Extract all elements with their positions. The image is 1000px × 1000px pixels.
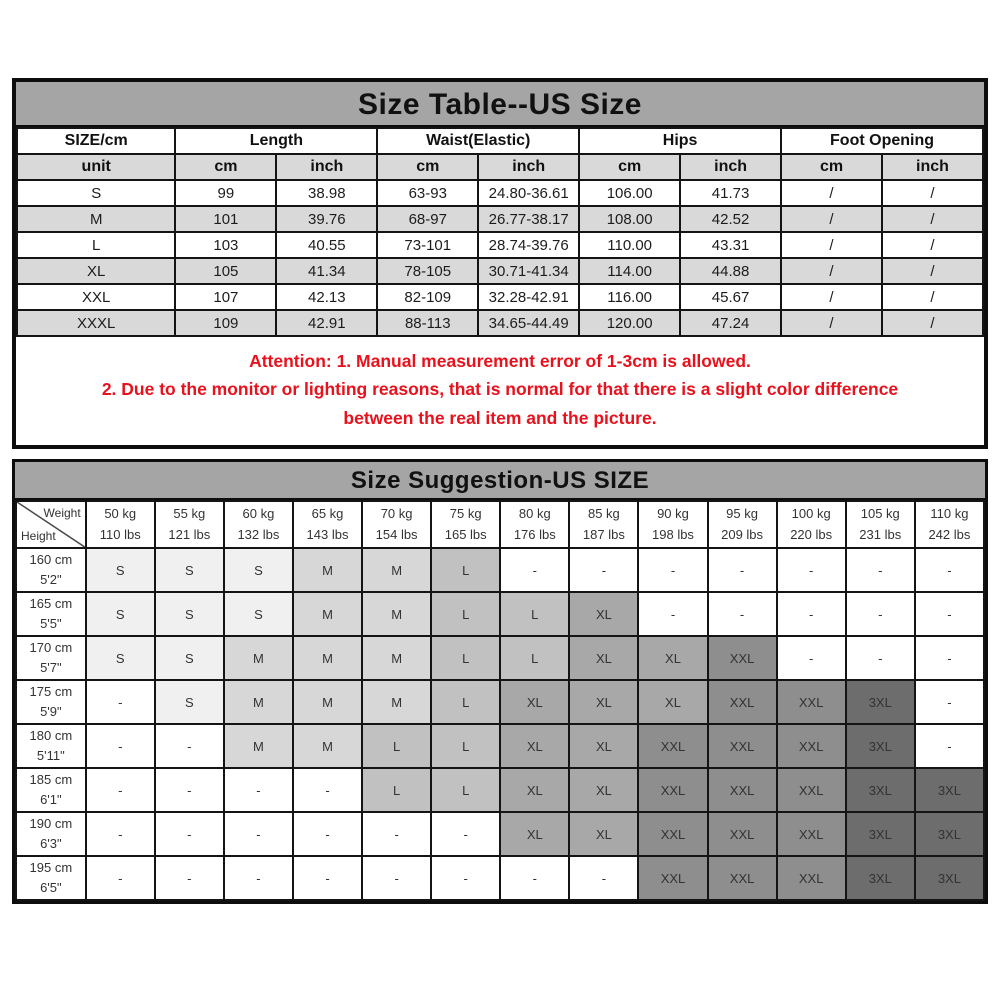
size-suggestion-cell: - [293, 812, 362, 856]
weight-kg-label: 65 kg [311, 506, 344, 522]
measurement-cell: 41.34 [276, 258, 377, 284]
size-suggestion-cell: XXL [638, 856, 707, 900]
height-ft-label: 5'2" [40, 572, 62, 588]
size-table-row [17, 310, 983, 336]
size-suggestion-cell: - [362, 812, 431, 856]
measurement-cell: 116.00 [579, 284, 680, 310]
weight-lbs-label: 187 lbs [582, 526, 625, 542]
measurement-cell: 39.76 [276, 206, 377, 232]
height-label-cell [16, 856, 86, 900]
size-suggestion-cell: XL [569, 724, 638, 768]
suggestion-table-head [16, 501, 984, 548]
unit-header-cell: cm [175, 154, 276, 180]
measure-group-header: Waist(Elastic) [377, 128, 579, 154]
size-chart-page [12, 0, 988, 904]
size-table [16, 127, 984, 337]
size-table-row [17, 180, 983, 206]
size-suggestion-cell: L [362, 768, 431, 812]
size-suggestion-cell: M [293, 548, 362, 592]
measurement-cell: / [781, 232, 882, 258]
measure-group-header: Hips [579, 128, 781, 154]
size-table-body [17, 180, 983, 336]
size-suggestion-cell: S [86, 592, 155, 636]
measurement-cell: 24.80-36.61 [478, 180, 579, 206]
suggestion-row [16, 680, 984, 724]
suggestion-row [16, 592, 984, 636]
measurement-cell: 103 [175, 232, 276, 258]
size-suggestion-cell: XL [638, 636, 707, 680]
size-suggestion-cell: 3XL [846, 724, 915, 768]
weight-kg-label: 100 kg [791, 506, 831, 522]
weight-kg-label: 85 kg [587, 506, 620, 522]
size-suggestion-cell: - [86, 680, 155, 724]
size-suggestion-section [12, 459, 988, 904]
measurement-cell: / [781, 310, 882, 336]
measurement-cell: 110.00 [579, 232, 680, 258]
weight-header-cell [86, 501, 155, 548]
height-label-cell [16, 680, 86, 724]
measurement-cell: 73-101 [377, 232, 478, 258]
weight-lbs-label: 231 lbs [859, 526, 902, 542]
size-suggestion-cell: XXL [777, 812, 846, 856]
measurement-cell: 88-113 [377, 310, 478, 336]
measurement-cell: 43.31 [680, 232, 781, 258]
measurement-cell: 120.00 [579, 310, 680, 336]
weight-header-cell [638, 501, 707, 548]
size-suggestion-cell: M [362, 680, 431, 724]
attention-line: 2. Due to the monitor or lighting reasons, that is normal for that there is a slight color difference [101, 379, 899, 400]
weight-header-cell [224, 501, 293, 548]
weight-header-cell [777, 501, 846, 548]
height-cm-label: 165 cm [29, 595, 73, 611]
corner-weight-label: Weight [43, 506, 81, 521]
size-suggestion-cell: - [86, 812, 155, 856]
height-cm-label: 185 cm [29, 771, 73, 787]
size-suggestion-cell: XXL [708, 812, 777, 856]
suggestion-header-row [16, 501, 984, 548]
measure-group-header: Length [175, 128, 377, 154]
measurement-cell: 105 [175, 258, 276, 284]
size-suggestion-cell: XL [569, 636, 638, 680]
height-ft-label: 5'7" [40, 660, 62, 676]
unit-label-cell: unit [17, 154, 175, 180]
measurement-cell: / [882, 206, 983, 232]
weight-lbs-label: 165 lbs [444, 526, 487, 542]
size-suggestion-cell: 3XL [846, 856, 915, 900]
size-suggestion-cell: - [431, 812, 500, 856]
size-suggestion-cell: L [500, 636, 569, 680]
size-suggestion-cell: M [224, 636, 293, 680]
size-suggestion-cell: - [915, 636, 984, 680]
measurement-cell: 38.98 [276, 180, 377, 206]
weight-lbs-label: 209 lbs [721, 526, 764, 542]
size-suggestion-cell: - [155, 724, 224, 768]
size-label-cell: XXL [17, 284, 175, 310]
height-cm-label: 190 cm [29, 815, 73, 831]
size-suggestion-cell: 3XL [915, 768, 984, 812]
size-suggestion-cell: - [224, 856, 293, 900]
measurement-cell: 30.71-41.34 [478, 258, 579, 284]
measurement-cell: 99 [175, 180, 276, 206]
weight-header-cell [846, 501, 915, 548]
weight-header-cell [708, 501, 777, 548]
size-suggestion-title: Size Suggestion-US SIZE [15, 462, 985, 500]
size-suggestion-cell: - [846, 592, 915, 636]
measurement-cell: / [781, 284, 882, 310]
measurement-cell: / [781, 206, 882, 232]
weight-lbs-label: 143 lbs [306, 526, 349, 542]
weight-lbs-label: 176 lbs [513, 526, 556, 542]
size-suggestion-cell: XXL [777, 856, 846, 900]
unit-header-cell: inch [882, 154, 983, 180]
weight-lbs-label: 242 lbs [928, 526, 971, 542]
height-label-cell [16, 768, 86, 812]
weight-kg-label: 80 kg [518, 506, 551, 522]
measurement-cell: 78-105 [377, 258, 478, 284]
height-cm-label: 160 cm [29, 551, 73, 567]
height-label-cell [16, 592, 86, 636]
size-suggestion-cell: M [293, 636, 362, 680]
unit-header-cell: cm [579, 154, 680, 180]
size-suggestion-cell: XXL [708, 636, 777, 680]
size-suggestion-cell: - [569, 548, 638, 592]
weight-kg-label: 110 kg [930, 506, 969, 522]
measurement-cell: 28.74-39.76 [478, 232, 579, 258]
size-suggestion-cell: - [915, 548, 984, 592]
weight-lbs-label: 132 lbs [237, 526, 280, 542]
size-table-row [17, 206, 983, 232]
height-ft-label: 5'5" [40, 616, 62, 632]
size-suggestion-cell: - [708, 592, 777, 636]
size-suggestion-cell: - [638, 592, 707, 636]
weight-kg-label: 95 kg [726, 506, 758, 522]
size-suggestion-cell: - [915, 724, 984, 768]
size-suggestion-cell: M [224, 680, 293, 724]
measurement-cell: 42.91 [276, 310, 377, 336]
measurement-cell: 63-93 [377, 180, 478, 206]
measurement-cell: 47.24 [680, 310, 781, 336]
size-suggestion-cell: S [155, 592, 224, 636]
size-suggestion-cell: - [362, 856, 431, 900]
size-suggestion-cell: XL [569, 592, 638, 636]
weight-kg-label: 105 kg [860, 506, 900, 522]
measurement-cell: / [781, 258, 882, 284]
size-suggestion-cell: 3XL [915, 856, 984, 900]
size-suggestion-cell: 3XL [846, 680, 915, 724]
suggestion-row [16, 856, 984, 900]
measurement-cell: / [882, 284, 983, 310]
size-suggestion-cell: - [224, 768, 293, 812]
height-label-cell [16, 636, 86, 680]
size-suggestion-cell: L [431, 680, 500, 724]
size-suggestion-cell: - [708, 548, 777, 592]
measurement-cell: 101 [175, 206, 276, 232]
size-suggestion-cell: XL [569, 768, 638, 812]
unit-header-cell: inch [478, 154, 579, 180]
size-suggestion-cell: - [86, 768, 155, 812]
weight-lbs-label: 121 lbs [168, 526, 211, 542]
size-suggestion-cell: XXL [708, 724, 777, 768]
size-suggestion-cell: - [500, 548, 569, 592]
size-suggestion-cell: XXL [638, 768, 707, 812]
size-suggestion-cell: XL [500, 812, 569, 856]
size-suggestion-cell: L [431, 548, 500, 592]
size-suggestion-cell: 3XL [846, 768, 915, 812]
size-suggestion-cell: L [431, 768, 500, 812]
size-suggestion-cell: S [155, 636, 224, 680]
size-suggestion-cell: L [431, 592, 500, 636]
measurement-cell: 108.00 [579, 206, 680, 232]
suggestion-row [16, 768, 984, 812]
size-table-title: Size Table--US Size [16, 82, 984, 127]
size-suggestion-cell: - [155, 768, 224, 812]
size-suggestion-cell: - [86, 856, 155, 900]
measurement-cell: 42.13 [276, 284, 377, 310]
size-suggestion-cell: - [846, 548, 915, 592]
measurement-cell: / [882, 232, 983, 258]
measurement-cell: 114.00 [579, 258, 680, 284]
height-ft-label: 6'5" [40, 880, 62, 896]
unit-header-cell: inch [276, 154, 377, 180]
size-suggestion-cell: - [777, 592, 846, 636]
measurement-cell: / [781, 180, 882, 206]
size-table-head [17, 128, 983, 180]
weight-header-cell [362, 501, 431, 548]
size-suggestion-cell: XXL [708, 680, 777, 724]
measurement-cell: 109 [175, 310, 276, 336]
size-suggestion-cell: M [362, 636, 431, 680]
size-suggestion-cell: XXL [708, 856, 777, 900]
height-ft-label: 5'11" [36, 748, 65, 764]
size-table-row [17, 232, 983, 258]
unit-header-cell: cm [377, 154, 478, 180]
size-suggestion-cell: - [293, 856, 362, 900]
suggestion-row [16, 724, 984, 768]
measurement-cell: 41.73 [680, 180, 781, 206]
attention-note [16, 337, 984, 445]
height-cm-label: 175 cm [29, 683, 73, 699]
size-suggestion-cell: - [86, 724, 155, 768]
measure-group-header: Foot Opening [781, 128, 983, 154]
weight-header-cell [500, 501, 569, 548]
weight-lbs-label: 110 lbs [99, 526, 141, 542]
size-suggestion-cell: XL [638, 680, 707, 724]
size-suggestion-cell: - [500, 856, 569, 900]
weight-kg-label: 75 kg [449, 506, 482, 522]
weight-kg-label: 55 kg [173, 506, 206, 522]
size-suggestion-cell: XL [500, 680, 569, 724]
size-label-cell: L [17, 232, 175, 258]
measurement-cell: 106.00 [579, 180, 680, 206]
size-suggestion-cell: L [500, 592, 569, 636]
height-ft-label: 5'9" [40, 704, 62, 720]
size-label-cell: S [17, 180, 175, 206]
size-suggestion-cell: M [362, 592, 431, 636]
height-ft-label: 6'3" [40, 836, 62, 852]
size-suggestion-cell: 3XL [846, 812, 915, 856]
size-suggestion-cell: L [362, 724, 431, 768]
size-suggestion-cell: - [846, 636, 915, 680]
unit-header-cell: inch [680, 154, 781, 180]
weight-header-cell [155, 501, 224, 548]
measurement-cell: 45.67 [680, 284, 781, 310]
weight-lbs-label: 220 lbs [790, 526, 833, 542]
height-label-cell [16, 548, 86, 592]
size-suggestion-cell: XL [500, 768, 569, 812]
size-suggestion-cell: - [777, 548, 846, 592]
height-cm-label: 195 cm [29, 859, 73, 875]
corner-height-label: Height [21, 529, 56, 544]
suggestion-row [16, 548, 984, 592]
weight-header-cell [915, 501, 984, 548]
measurement-cell: 44.88 [680, 258, 781, 284]
attention-line: between the real item and the picture. [343, 407, 657, 428]
measurement-cell: 26.77-38.17 [478, 206, 579, 232]
size-suggestion-cell: XXL [777, 768, 846, 812]
suggestion-table-body [16, 548, 984, 900]
size-table-section [12, 78, 988, 449]
size-suggestion-cell: XXL [777, 724, 846, 768]
weight-kg-label: 60 kg [242, 506, 275, 522]
measurement-cell: 34.65-44.49 [478, 310, 579, 336]
measurement-cell: 40.55 [276, 232, 377, 258]
size-suggestion-cell: M [293, 724, 362, 768]
size-suggestion-cell: S [86, 636, 155, 680]
size-suggestion-cell: L [431, 636, 500, 680]
size-suggestion-cell: - [638, 548, 707, 592]
size-table-group-row [17, 128, 983, 154]
size-suggestion-cell: XXL [777, 680, 846, 724]
measurement-cell: / [882, 310, 983, 336]
size-suggestion-cell: - [915, 680, 984, 724]
size-suggestion-cell: S [155, 680, 224, 724]
suggestion-row [16, 636, 984, 680]
measurement-cell: / [882, 258, 983, 284]
weight-kg-label: 50 kg [104, 506, 137, 522]
size-suggestion-cell: XXL [638, 724, 707, 768]
size-label-cell: M [17, 206, 175, 232]
size-suggestion-cell: S [155, 548, 224, 592]
size-suggestion-cell: XL [500, 724, 569, 768]
measurement-cell: 32.28-42.91 [478, 284, 579, 310]
size-suggestion-cell: - [915, 592, 984, 636]
size-suggestion-cell: - [155, 812, 224, 856]
size-table-unit-row [17, 154, 983, 180]
measurement-cell: 82-109 [377, 284, 478, 310]
size-suggestion-cell: XXL [708, 768, 777, 812]
size-suggestion-cell: S [86, 548, 155, 592]
weight-header-cell [293, 501, 362, 548]
suggestion-row [16, 812, 984, 856]
weight-kg-label: 90 kg [657, 506, 689, 522]
size-suggestion-cell: S [224, 592, 293, 636]
size-suggestion-cell: 3XL [915, 812, 984, 856]
unit-header-cell: cm [781, 154, 882, 180]
size-suggestion-cell: - [569, 856, 638, 900]
size-suggestion-cell: L [431, 724, 500, 768]
suggestion-table [15, 500, 985, 901]
height-label-cell [16, 812, 86, 856]
size-suggestion-cell: S [224, 548, 293, 592]
size-label-cell: XXXL [17, 310, 175, 336]
size-suggestion-cell: XL [569, 812, 638, 856]
measurement-cell: / [882, 180, 983, 206]
measurement-cell: 68-97 [377, 206, 478, 232]
size-suggestion-cell: - [293, 768, 362, 812]
weight-header-cell [431, 501, 500, 548]
size-suggestion-cell: M [293, 592, 362, 636]
size-suggestion-cell: M [362, 548, 431, 592]
size-suggestion-cell: XL [569, 680, 638, 724]
size-suggestion-cell: - [777, 636, 846, 680]
size-suggestion-cell: - [155, 856, 224, 900]
size-table-row [17, 284, 983, 310]
measurement-cell: 42.52 [680, 206, 781, 232]
height-ft-label: 6'1" [40, 792, 62, 808]
attention-line: Attention: 1. Manual measurement error of 1-3cm is allowed. [249, 351, 751, 371]
size-suggestion-cell: - [224, 812, 293, 856]
weight-kg-label: 70 kg [380, 506, 413, 522]
height-cm-label: 180 cm [29, 727, 73, 743]
weight-height-corner-cell [16, 501, 86, 548]
size-suggestion-cell: - [431, 856, 500, 900]
size-suggestion-cell: XXL [638, 812, 707, 856]
size-column-header: SIZE/cm [17, 128, 175, 154]
weight-header-cell [569, 501, 638, 548]
size-suggestion-cell: M [293, 680, 362, 724]
size-label-cell: XL [17, 258, 175, 284]
size-table-row [17, 258, 983, 284]
height-cm-label: 170 cm [29, 639, 73, 655]
height-label-cell [16, 724, 86, 768]
weight-lbs-label: 154 lbs [375, 526, 418, 542]
measurement-cell: 107 [175, 284, 276, 310]
weight-lbs-label: 198 lbs [652, 526, 694, 542]
size-suggestion-cell: M [224, 724, 293, 768]
